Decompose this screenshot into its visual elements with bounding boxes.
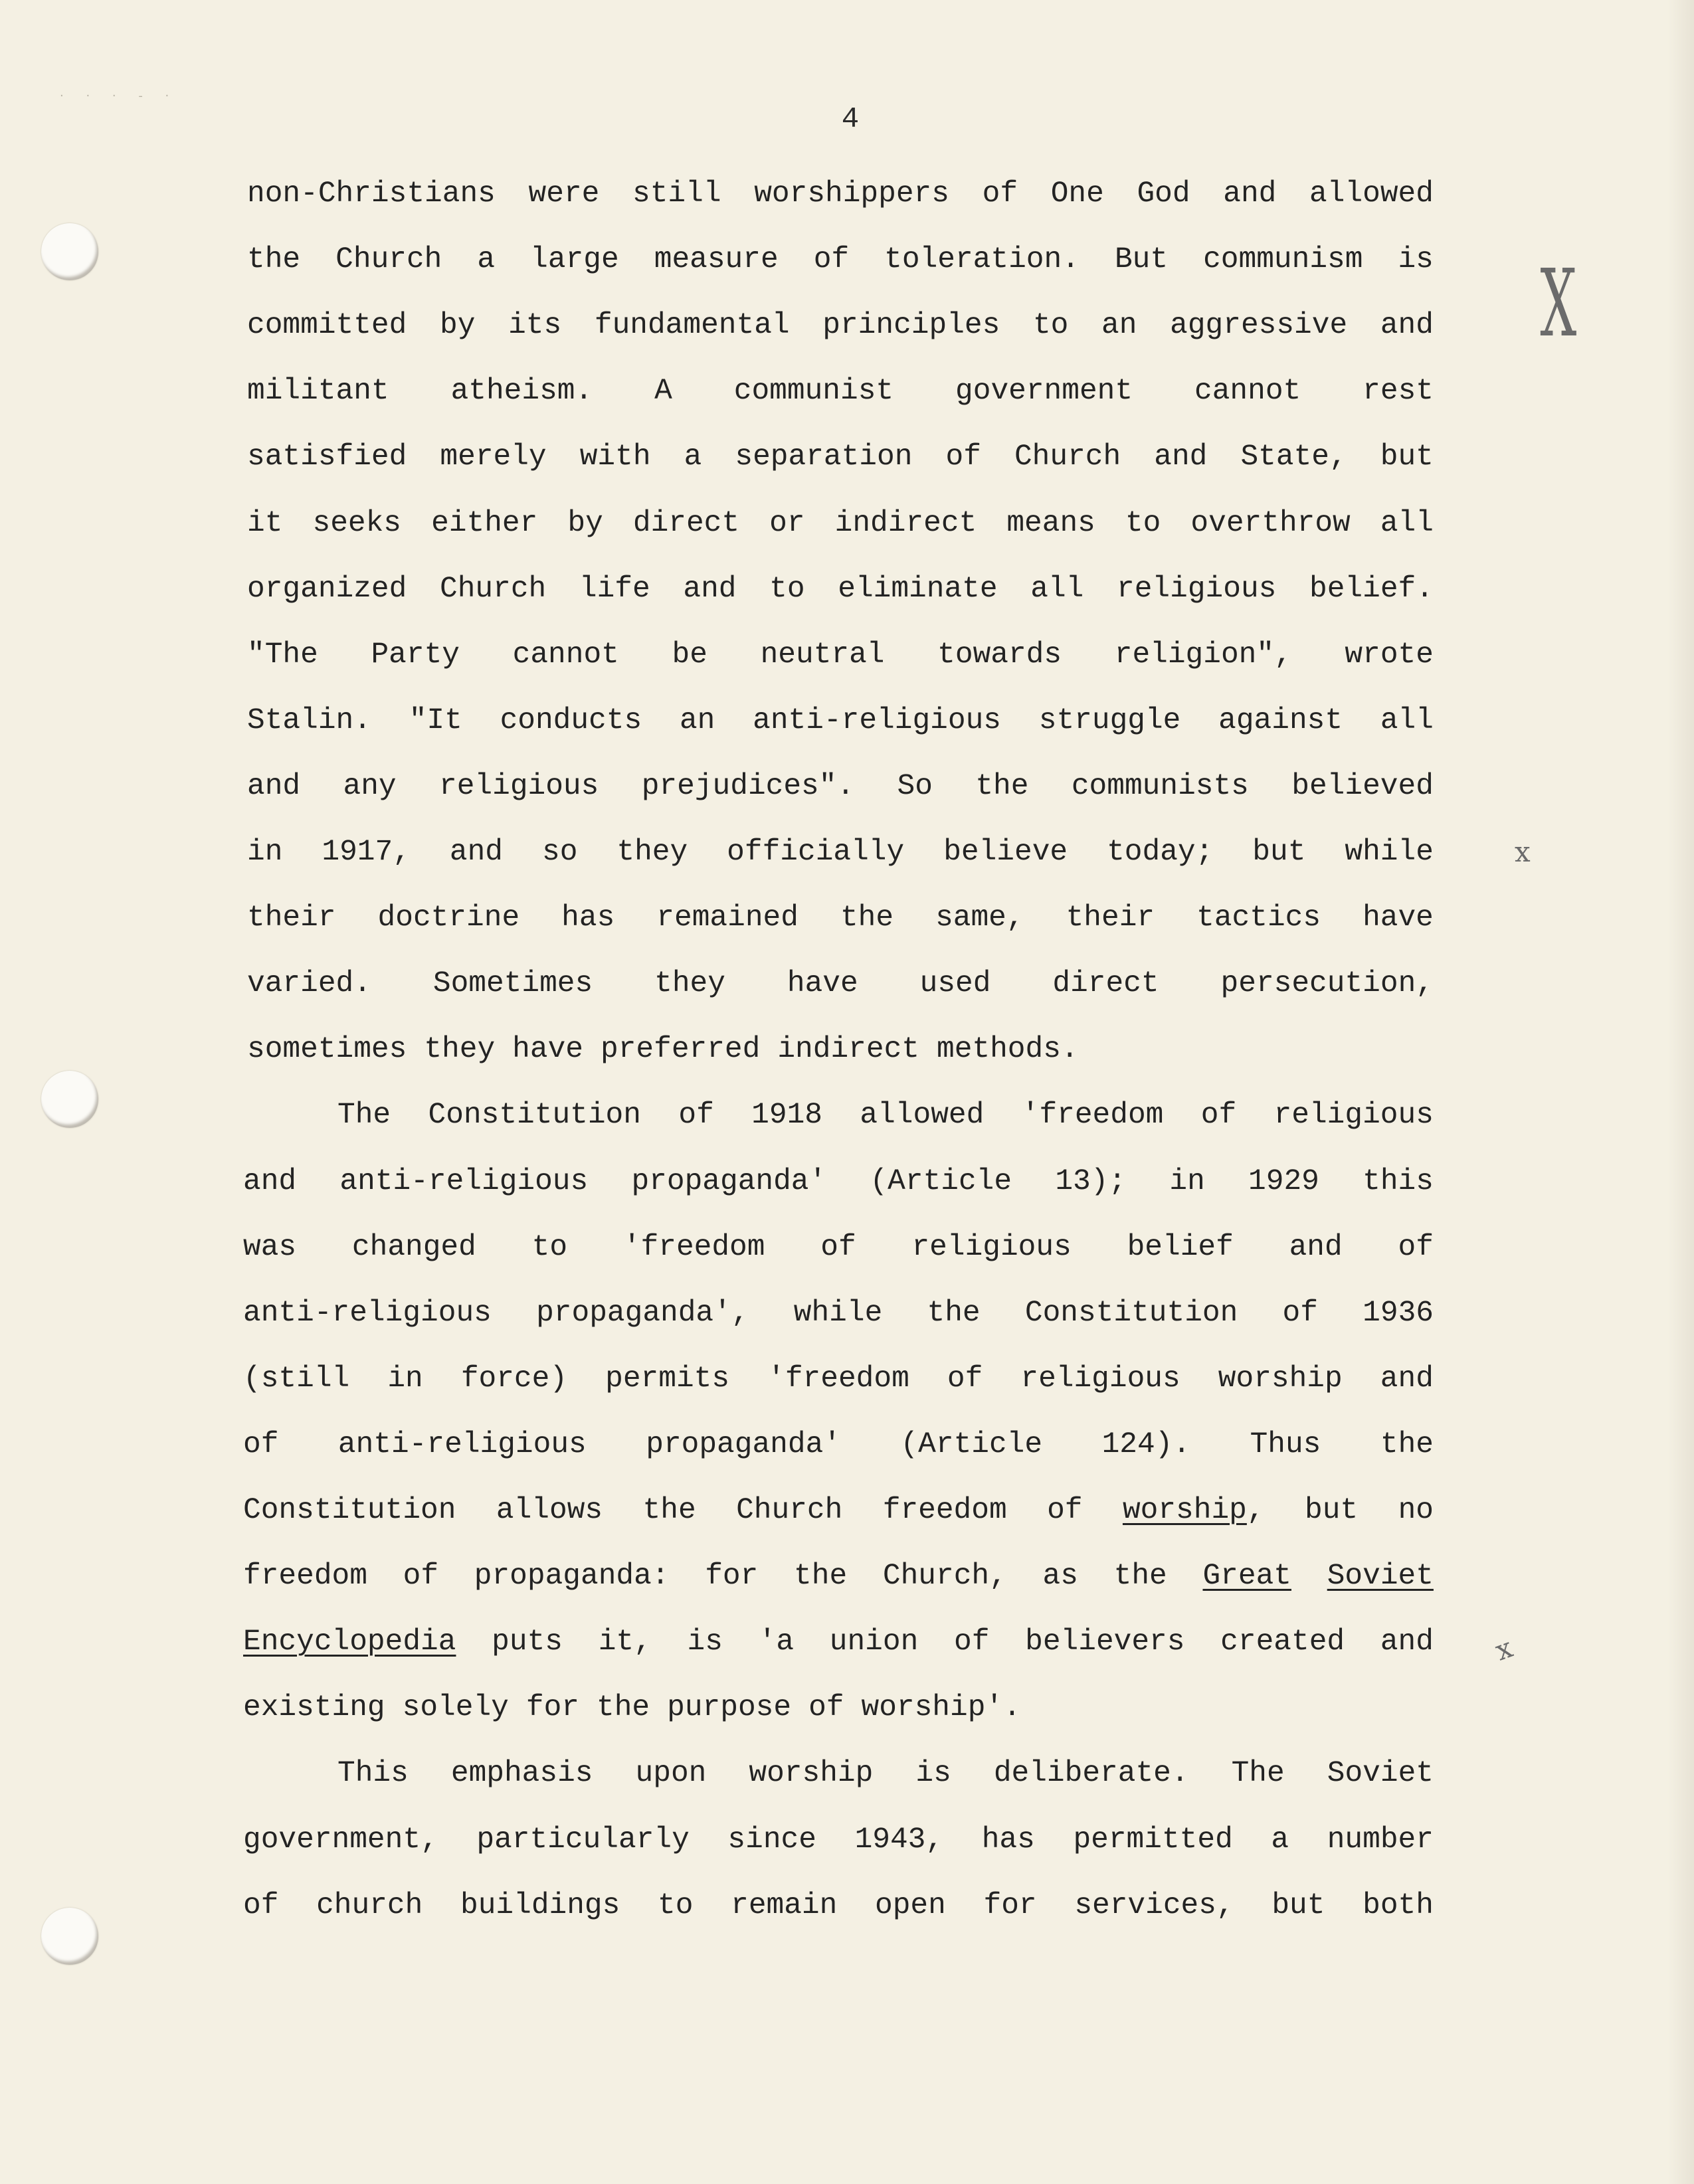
word: in (247, 836, 283, 869)
page-number: 4 (841, 103, 860, 136)
word: Church, (882, 1560, 1007, 1593)
word: This (337, 1757, 409, 1791)
word: to (1125, 506, 1161, 540)
word: 13); (1055, 1164, 1127, 1198)
text-line (243, 1622, 1434, 1662)
word: anti-religious (339, 1164, 589, 1198)
word: have (787, 967, 858, 1001)
word: Church (1014, 440, 1121, 474)
text-line (243, 1556, 1434, 1596)
word: were (528, 177, 600, 211)
word: propaganda: (474, 1560, 670, 1593)
word: religious (911, 1230, 1072, 1264)
word: 'a (758, 1625, 795, 1659)
word: direct (632, 506, 740, 540)
word: upon (635, 1757, 707, 1791)
word: purpose (667, 1691, 792, 1725)
word: preferred (601, 1033, 761, 1067)
word: of (678, 1099, 714, 1133)
word: the (975, 769, 1029, 803)
word: services, (1074, 1888, 1234, 1922)
word: officially (727, 836, 905, 869)
word: of (954, 1625, 990, 1659)
word: in (387, 1362, 423, 1396)
word: church (316, 1888, 423, 1922)
word: buildings (460, 1888, 620, 1922)
word: an (679, 703, 715, 737)
word: of (1200, 1099, 1237, 1133)
word: prejudices". (641, 769, 855, 803)
text-line (243, 1820, 1434, 1860)
word: Constitution (428, 1099, 641, 1133)
word: but (1380, 440, 1434, 474)
word: its (508, 309, 562, 343)
word: solely (402, 1691, 509, 1725)
word: government (955, 375, 1133, 409)
word: so (541, 836, 578, 869)
text-line (243, 1359, 1434, 1399)
word: believed (1291, 769, 1434, 803)
word: in (1169, 1164, 1205, 1198)
text-line (247, 174, 1434, 214)
text-line (243, 1491, 1434, 1530)
word: created (1220, 1625, 1345, 1659)
word: to (1032, 309, 1069, 343)
word: means (1006, 506, 1095, 540)
word: 1929 (1248, 1164, 1319, 1198)
word: of (1047, 1494, 1083, 1527)
word: this (1363, 1164, 1434, 1198)
word: wrote (1345, 638, 1434, 672)
word: Sometimes (432, 967, 593, 1001)
word: worship (1218, 1362, 1343, 1396)
text-line (243, 1688, 1038, 1728)
word: allowed (1309, 177, 1434, 211)
word (1327, 1556, 1434, 1596)
text-line (337, 1754, 1434, 1793)
word: still (632, 177, 721, 211)
word: of (982, 177, 1018, 211)
text-line (247, 569, 1434, 609)
word: religion", (1114, 638, 1292, 672)
word: permits (605, 1362, 730, 1396)
word: emphasis (450, 1757, 593, 1791)
word: is (1398, 243, 1434, 277)
text-line (247, 437, 1434, 477)
margin-x-mark: x (1515, 836, 1531, 868)
word: 1936 (1363, 1296, 1434, 1330)
text-line (247, 1030, 1096, 1069)
text-line (243, 1228, 1434, 1267)
word: life (579, 572, 650, 606)
word: for (705, 1560, 759, 1593)
word (243, 1622, 456, 1662)
word: persecution, (1220, 967, 1434, 1001)
punch-hole-middle (41, 1071, 98, 1128)
word: varied. (247, 967, 371, 1001)
margin-x-mark: X (1540, 250, 1577, 358)
word: a (1271, 1823, 1289, 1857)
word: have (512, 1033, 583, 1067)
word: of (243, 1888, 279, 1922)
word: satisfied (247, 440, 407, 474)
word: and (1380, 1625, 1434, 1659)
paper-smudge: · · · - · (60, 89, 179, 103)
word: has (561, 901, 615, 935)
word: their (1066, 901, 1155, 935)
word: their (247, 901, 336, 935)
word: 124). (1101, 1427, 1191, 1461)
word: A (654, 375, 672, 409)
word: merely (440, 440, 547, 474)
word: but (1252, 836, 1306, 869)
word: Party (371, 638, 460, 672)
word: and (449, 836, 504, 869)
word: to (658, 1888, 694, 1922)
text-line (247, 635, 1434, 675)
word: the (840, 901, 894, 935)
word: Constitution (243, 1494, 456, 1527)
word: seeks (312, 506, 402, 540)
word: and (683, 572, 737, 606)
text-line (247, 898, 1434, 938)
word: of (820, 1230, 856, 1264)
word: all (1030, 572, 1084, 606)
word: worship (749, 1757, 874, 1791)
word: particularly (476, 1823, 690, 1857)
text-line (247, 701, 1434, 741)
text-line (247, 832, 1434, 872)
text-line (247, 240, 1434, 280)
word: union (829, 1625, 919, 1659)
word: while (793, 1296, 883, 1330)
word: Church (335, 243, 442, 277)
word: be (672, 638, 707, 672)
word: 'freedom (622, 1230, 765, 1264)
word: direct (1052, 967, 1159, 1001)
word: has (981, 1823, 1035, 1857)
word: an (1101, 309, 1137, 343)
word: 1917, (322, 836, 411, 869)
word: and (243, 1164, 297, 1198)
word: neutral (760, 638, 885, 672)
word: So (897, 769, 933, 803)
word: puts (492, 1625, 563, 1659)
margin-x-mark: x (1491, 1631, 1517, 1667)
text-line (247, 306, 1434, 345)
word: fundamental (594, 309, 790, 343)
word: they (616, 836, 688, 869)
word: of (403, 1560, 439, 1593)
word: it (247, 506, 283, 540)
word: number (1327, 1823, 1434, 1857)
word: religious (439, 769, 599, 803)
word: government, (243, 1823, 438, 1857)
word: 'freedom (1021, 1099, 1164, 1133)
word: One (1050, 177, 1104, 211)
punch-hole-bottom (41, 1908, 98, 1965)
word: and (247, 769, 301, 803)
word: worship'. (861, 1691, 1021, 1725)
word: the (927, 1296, 981, 1330)
word: Stalin. (247, 703, 371, 737)
word: anti-religious (753, 703, 1001, 737)
text-line (247, 767, 1434, 806)
word: rest (1363, 375, 1434, 409)
punch-hole-top (41, 223, 98, 280)
word: used (919, 967, 991, 1001)
word: principles (822, 309, 1000, 343)
word: but (1271, 1888, 1325, 1922)
word: indirect (777, 1033, 919, 1067)
word: atheism. (450, 375, 593, 409)
word: open (875, 1888, 946, 1922)
word: belief. (1309, 572, 1434, 606)
word: all (1380, 506, 1434, 540)
word: indirect (834, 506, 977, 540)
word (1202, 1556, 1291, 1596)
word: as (1042, 1560, 1078, 1593)
underlined-title: Encyclopedia (243, 1625, 456, 1659)
word: Church (736, 1494, 843, 1527)
word: measure (654, 243, 779, 277)
word: tactics (1196, 901, 1321, 935)
word: by (440, 309, 476, 343)
word: The (337, 1099, 391, 1133)
word: and (1223, 177, 1277, 211)
word: State, (1240, 440, 1347, 474)
text-line (247, 371, 1434, 411)
text-line (247, 964, 1434, 1004)
word: "The (247, 638, 318, 672)
word: communist (733, 375, 894, 409)
word: sometimes (247, 1033, 407, 1067)
word: religious (1273, 1099, 1434, 1133)
word: remained (656, 901, 799, 935)
word: since (727, 1823, 816, 1857)
word: they (424, 1033, 496, 1067)
word: for (525, 1691, 579, 1725)
word: to (531, 1230, 568, 1264)
word: permitted (1073, 1823, 1233, 1857)
word: all (1380, 703, 1434, 737)
text-line (247, 503, 1434, 543)
word: for (983, 1888, 1037, 1922)
word: toleration. (884, 243, 1080, 277)
word: towards (937, 638, 1062, 672)
word: existing (243, 1691, 385, 1725)
word: separation (735, 440, 913, 474)
word: But (1114, 243, 1169, 277)
word: the (247, 243, 301, 277)
paper-edge-shading (1667, 0, 1694, 2184)
word: was (243, 1230, 297, 1264)
word: the (597, 1691, 650, 1725)
text-line (243, 1162, 1434, 1202)
word: militant (247, 375, 389, 409)
word: no (1398, 1494, 1434, 1527)
word: of (947, 1362, 983, 1396)
word: cannot (512, 638, 619, 672)
word: non-Christians (247, 177, 496, 211)
word: communists (1071, 769, 1249, 803)
word: methods. (936, 1033, 1079, 1067)
word: worshippers (754, 177, 949, 211)
word: anti-religious (337, 1427, 587, 1461)
word: anti-religious (243, 1296, 492, 1330)
word: eliminate (838, 572, 998, 606)
underlined-title: Soviet (1327, 1560, 1434, 1593)
word: believe (943, 836, 1068, 869)
word: the (1113, 1560, 1167, 1593)
word: religious (1020, 1362, 1180, 1396)
word: force) (460, 1362, 568, 1396)
word: propaganda', (536, 1296, 749, 1330)
word: they (654, 967, 725, 1001)
word: 'freedom (767, 1362, 909, 1396)
word: both (1363, 1888, 1434, 1922)
word: worship, (1122, 1494, 1265, 1527)
word: communism (1203, 243, 1363, 277)
word: 1943, (854, 1823, 944, 1857)
word: and (1289, 1230, 1343, 1264)
word: believers (1025, 1625, 1185, 1659)
underlined-title: Great (1202, 1560, 1291, 1593)
word: or (769, 506, 805, 540)
word: (Article (900, 1427, 1043, 1461)
word: freedom (243, 1560, 367, 1593)
word: by (567, 506, 603, 540)
word: with (579, 440, 651, 474)
word: freedom (882, 1494, 1007, 1527)
word: Constitution (1024, 1296, 1238, 1330)
word: the (1380, 1427, 1434, 1461)
word: committed (247, 309, 407, 343)
word: it, (598, 1625, 652, 1659)
word: and (1380, 1362, 1434, 1396)
word: God (1137, 177, 1190, 211)
text-line (243, 1886, 1434, 1926)
word: allows (496, 1494, 603, 1527)
underlined-title: worship (1122, 1494, 1247, 1527)
word: allowed (860, 1099, 985, 1133)
word: any (343, 769, 397, 803)
word: Church (440, 572, 547, 606)
word: of (243, 1427, 279, 1461)
word: against (1218, 703, 1343, 737)
word: but (1305, 1494, 1359, 1527)
word: while (1345, 836, 1434, 869)
text-line (243, 1293, 1434, 1333)
word: aggressive (1170, 309, 1348, 343)
text-line (243, 1425, 1434, 1465)
word: of (808, 1691, 844, 1725)
word: Thus (1250, 1427, 1321, 1461)
word: the (642, 1494, 696, 1527)
word: of (1398, 1230, 1434, 1264)
word: belief (1127, 1230, 1234, 1264)
word: "It (409, 703, 462, 737)
word: organized (247, 572, 407, 606)
word: the (794, 1560, 848, 1593)
word: to (769, 572, 805, 606)
word: doctrine (377, 901, 520, 935)
word: changed (351, 1230, 476, 1264)
word: Soviet (1327, 1757, 1434, 1791)
word: overthrow (1190, 506, 1351, 540)
word: (still (243, 1362, 350, 1396)
word: is (687, 1625, 723, 1659)
word: a (684, 440, 702, 474)
word: have (1363, 901, 1434, 935)
text-line (337, 1095, 1434, 1135)
word: The (1231, 1757, 1285, 1791)
word: struggle (1038, 703, 1181, 737)
word: propaganda' (631, 1164, 827, 1198)
word: large (530, 243, 619, 277)
word: (Article (870, 1164, 1012, 1198)
word: and (1380, 309, 1434, 343)
word: religious (1117, 572, 1277, 606)
word: is (915, 1757, 951, 1791)
word: either (431, 506, 538, 540)
word: propaganda' (646, 1427, 841, 1461)
word: 1918 (751, 1099, 822, 1133)
word: cannot (1194, 375, 1301, 409)
word: same, (935, 901, 1024, 935)
word: deliberate. (993, 1757, 1189, 1791)
word: remain (731, 1888, 838, 1922)
word: conducts (500, 703, 642, 737)
word: and (1154, 440, 1208, 474)
word: a (477, 243, 496, 277)
word: today; (1107, 836, 1214, 869)
word: of (1282, 1296, 1318, 1330)
word: of (945, 440, 981, 474)
word: of (813, 243, 850, 277)
